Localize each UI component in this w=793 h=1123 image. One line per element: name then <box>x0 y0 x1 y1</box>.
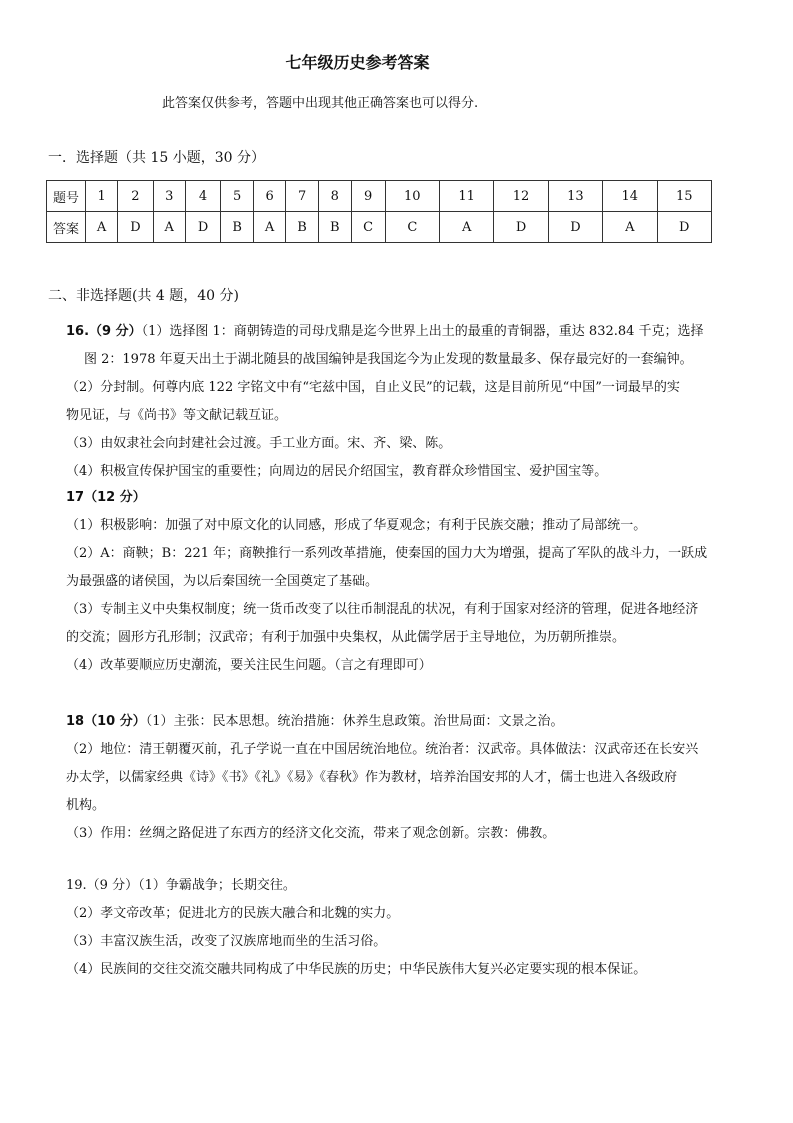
answer-line: （2）地位：清王朝覆灭前，孔子学说一直在中国居统治地位。统治者：汉武帝。具体做法：汉武帝还在长安兴 <box>66 742 699 757</box>
answer-cell: A <box>254 212 286 243</box>
answer-line: （1）选择图 1：商朝铸造的司母戊鼎是迄今世界上出土的最重的青铜器，重达 832.84 千克；选择 <box>141 324 704 339</box>
row-label-number: 题号 <box>47 181 86 212</box>
question-number: 15 <box>657 181 712 212</box>
answer-line: （3）由奴隶社会向封建社会过渡。手工业方面。宋、齐、梁、陈。 <box>66 436 452 451</box>
answer-cell: A <box>86 212 118 243</box>
question-18-answer <box>66 708 746 848</box>
question-number: 14 <box>603 181 657 212</box>
answer-line: 办太学，以儒家经典《诗》《书》《礼》《易》《春秋》作为教材，培养治国安邦的人才，儒士也进入各级政府 <box>66 770 678 785</box>
answer-cell: D <box>494 212 548 243</box>
answer-cell: A <box>440 212 494 243</box>
answer-cell: A <box>603 212 657 243</box>
answer-line: （3）专制主义中央集权制度；统一货币改变了以往币制混乱的状况，有利于国家对经济的管理，促进各地经济 <box>66 602 699 617</box>
page-title: 七年级历史参考答案 <box>285 53 430 72</box>
answer-cell: B <box>221 212 254 243</box>
question-number: 1 <box>86 181 118 212</box>
question-number-label: 16.（9 分） <box>66 324 142 339</box>
question-17-answer <box>66 484 746 680</box>
answer-cell: C <box>385 212 439 243</box>
question-number: 9 <box>351 181 385 212</box>
answer-line: （4）积极宣传保护国宝的重要性；向周边的居民介绍国宝，教育群众珍惜国宝、爱护国宝等。 <box>66 464 608 479</box>
table-row-numbers <box>47 181 712 212</box>
answer-line: （4）改革要顺应历史潮流，要关注民生问题。（言之有理即可） <box>66 658 432 673</box>
answer-cell: B <box>286 212 319 243</box>
question-number-label: 19.（9 分） <box>66 878 139 893</box>
answer-cell: D <box>548 212 602 243</box>
answer-line: （4）民族间的交往交流交融共同构成了中华民族的历史；中华民族伟大复兴必定要实现的根本保证。 <box>66 962 647 977</box>
answer-line: （2）孝文帝改革；促进北方的民族大融合和北魏的实力。 <box>66 906 400 921</box>
answer-line: 机构。 <box>66 798 106 813</box>
question-number: 11 <box>440 181 494 212</box>
answer-cell: D <box>118 212 153 243</box>
question-number: 2 <box>118 181 153 212</box>
answer-line: （2）分封制。何尊内底 122 字铭文中有“宅兹中国，自止义民”的记载，这是目前所见“中国”一词最早的实 <box>66 380 680 395</box>
answer-table <box>46 180 712 243</box>
answer-line: 图 2：1978 年夏天出土于湖北随县的战国编钟是我国迄今为止发现的数量最多、保存最完好的一套编钟。 <box>84 352 693 367</box>
answer-line: （1）主张：民本思想。统治措施：休养生息政策。治世局面：文景之治。 <box>145 714 564 729</box>
question-number: 3 <box>153 181 185 212</box>
answer-line: （3）丰富汉族生活，改变了汉族席地而坐的生活习俗。 <box>66 934 387 949</box>
answer-cell: B <box>318 212 351 243</box>
question-number: 8 <box>318 181 351 212</box>
answer-cell: A <box>153 212 185 243</box>
answer-line: （1）积极影响：加强了对中原文化的认同感，形成了华夏观念；有利于民族交融；推动了局部统一。 <box>66 518 647 533</box>
question-number: 6 <box>254 181 286 212</box>
answer-line: 的交流；圆形方孔形制；汉武帝；有利于加强中央集权，从此儒学居于主导地位，为历朝所推崇。 <box>66 630 626 645</box>
answer-cell: D <box>657 212 712 243</box>
section1-heading: 一．选择题（共 15 小题，30 分） <box>48 150 265 166</box>
section2-heading: 二、非选择题(共 4 题，40 分) <box>48 288 239 304</box>
answer-line: 物见证，与《尚书》等文献记载互证。 <box>66 408 288 423</box>
answer-line: 为最强盛的诸侯国，为以后秦国统一全国奠定了基础。 <box>66 574 379 589</box>
question-number: 13 <box>548 181 602 212</box>
answer-note: 此答案仅供参考，答题中出现其他正确答案也可以得分. <box>162 96 479 111</box>
question-16-answer <box>66 318 746 486</box>
question-19-answer <box>66 872 746 984</box>
table-row-answers <box>47 212 712 243</box>
answer-cell: D <box>185 212 220 243</box>
question-number-label: 18（10 分） <box>66 714 146 729</box>
question-number: 12 <box>494 181 548 212</box>
answer-line: （3）作用：丝绸之路促进了东西方的经济文化交流，带来了观念创新。宗教：佛教。 <box>66 826 556 841</box>
answer-line: （1）争霸战争；长期交往。 <box>138 878 296 893</box>
question-number: 10 <box>385 181 439 212</box>
answer-cell: C <box>351 212 385 243</box>
answer-line: （2）A：商鞅；B：221 年；商鞅推行一系列改革措施，使秦国的国力大为增强，提高了军队的战斗力，一跃成 <box>66 546 708 561</box>
row-label-answer: 答案 <box>47 212 86 243</box>
question-number: 4 <box>185 181 220 212</box>
question-number: 5 <box>221 181 254 212</box>
question-number: 7 <box>286 181 319 212</box>
question-number-label: 17（12 分） <box>66 490 146 505</box>
